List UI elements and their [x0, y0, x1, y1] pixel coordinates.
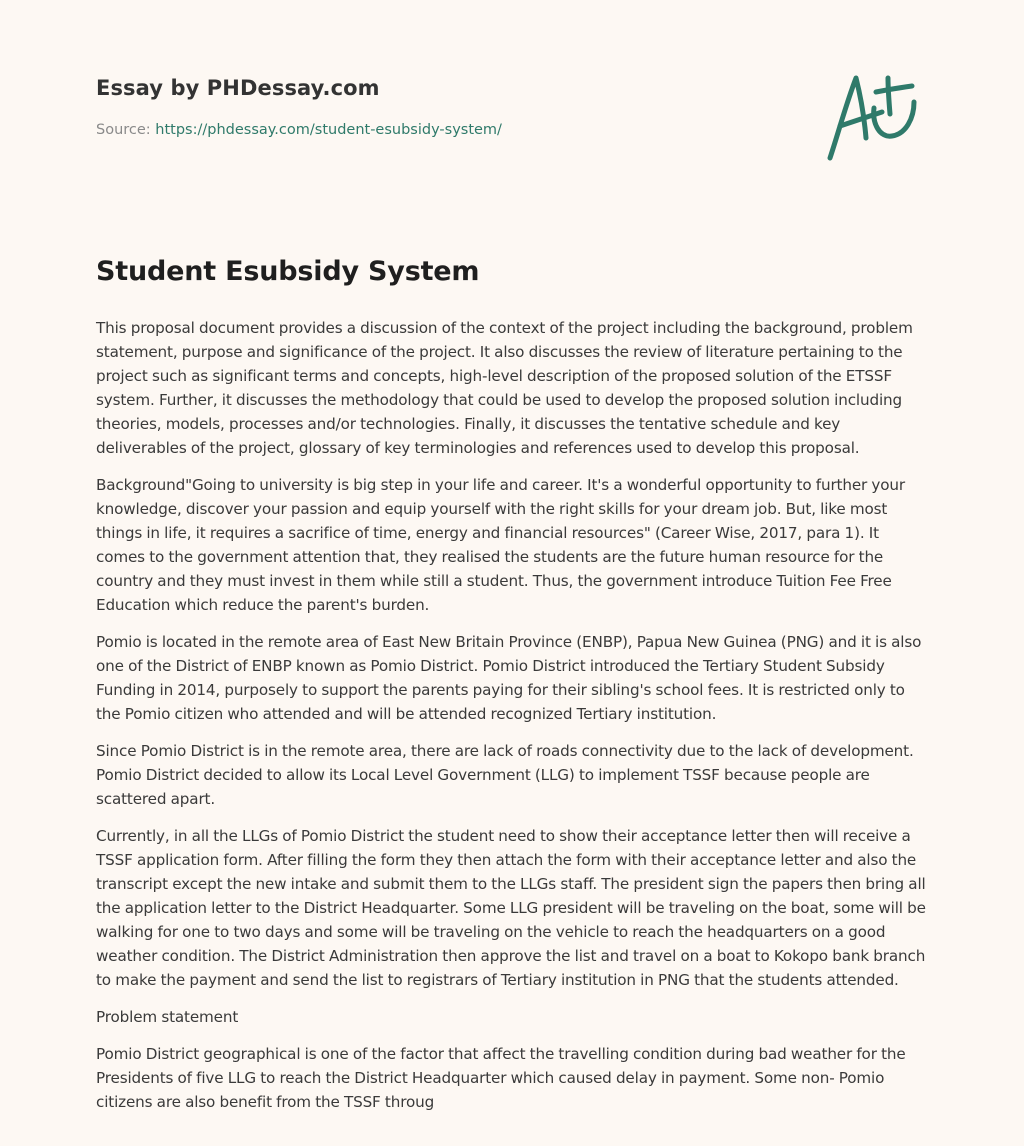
article-paragraph: Currently, in all the LLGs of Pomio District the student need to show their acceptance letter then will receive a TSSF application form. After filling the form they then attach the form with their acceptance letter and also the transcript except the new intake and submit them to the LLGs staff. The president sign the papers then bring all the application letter to the District Headquarter. Some LLG president will be traveling on the boat, some will be walking for one to two days and some will be traveling on the vehicle to reach the headquarters on a good weather condition. The District Administration then approve the list and travel on a boat to Kokopo bank branch to make the payment and send the list to registrars of Tertiary institution in PNG that the students attended.: [96, 827, 926, 989]
article-paragraph: Pomio District geographical is one of the factor that affect the travelling condition during bad weather for the Presidents of five LLG to reach the District Headquarter which caused delay in payment. Some non- Pomio citizens are also benefit from the TSSF throug: [96, 1045, 906, 1111]
article-paragraph: Pomio is located in the remote area of East New Britain Province (ENBP), Papua New Guinea (PNG) and it is also one of the District of ENBP known as Pomio District. Pomio District introduced the Tertiary Student Subsidy Funding in 2014, purposely to support the parents paying for their sibling's school fees. It is restricted only to the Pomio citizen who attended and will be attended recognized Tertiary institution.: [96, 633, 922, 723]
source-link[interactable]: https://phdessay.com/student-esubsidy-system/: [155, 122, 502, 138]
article-title: Student Esubsidy System: [96, 256, 480, 287]
source-line: [96, 122, 856, 138]
article-paragraph: This proposal document provides a discussion of the context of the project including the background, problem statement, purpose and significance of the project. It also discusses the review of literature pertaining to the project such as significant terms and concepts, high-level description of the proposed solution of the ETSSF system. Further, it discusses the methodology that could be used to develop the proposed solution including theories, models, processes and/or technologies. Finally, it discusses the tentative schedule and key deliverables of the project, glossary of key terminologies and references used to develop this proposal.: [96, 319, 913, 457]
a-plus-logo: [818, 66, 930, 166]
section-heading-problem-statement: Problem statement: [96, 1008, 239, 1026]
essay-article: [96, 256, 926, 1127]
source-label: Source:: [96, 122, 156, 138]
essay-header: [96, 76, 856, 138]
a-plus-grade-icon: [818, 66, 930, 166]
brand-title: Essay by PHDessay.com: [96, 76, 380, 100]
article-paragraph: Since Pomio District is in the remote area, there are lack of roads connectivity due to the lack of development. Pomio District decided to allow its Local Level Government (LLG) to implement TSSF because people are scattered apart.: [96, 742, 914, 808]
article-paragraph: Background"Going to university is big step in your life and career. It's a wonderful opportunity to further your knowledge, discover your passion and equip yourself with the right skills for your dream job. But, like most things in life, it requires a sacrifice of time, energy and financial resources" (Career Wise, 2017, para 1). It comes to the government attention that, they realised the students are the future human resource for the country and they must invest in them while still a student. Thus, the government introduce Tuition Fee Free Education which reduce the parent's burden.: [96, 476, 905, 614]
